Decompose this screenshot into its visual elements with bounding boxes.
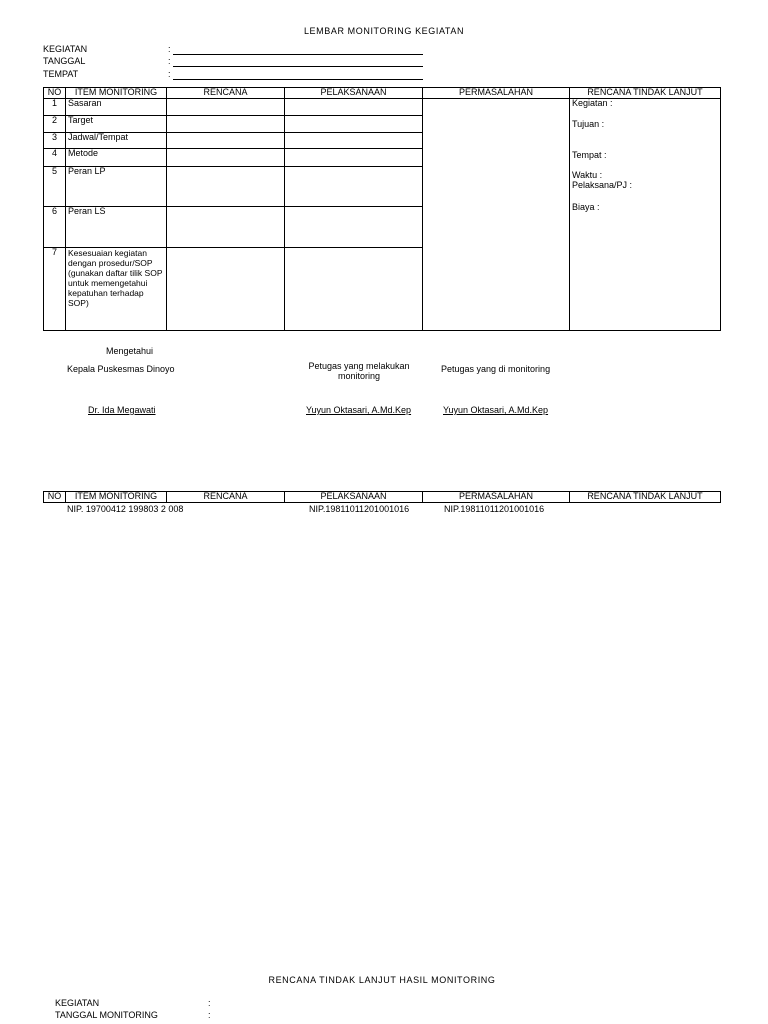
field-label-kegiatan: KEGIATAN — [43, 44, 88, 54]
rtl-field-colon: : — [208, 1010, 211, 1020]
row-item: Jadwal/Tempat — [66, 133, 167, 149]
table-row — [44, 99, 721, 116]
col-header-no: NO — [44, 492, 66, 503]
col-header-permasalahan: PERMASALAHAN — [423, 492, 570, 503]
cell-rencana[interactable] — [167, 116, 285, 133]
rtl-pelaksana: Pelaksana/PJ : — [572, 180, 633, 190]
field-line-kegiatan[interactable] — [173, 54, 423, 55]
monitoring-table — [43, 87, 721, 331]
col-header-item: ITEM MONITORING — [66, 492, 167, 503]
row-item: Kesesuaian kegiatan dengan prosedur/SOP (gunakan daftar tilik SOP untuk memengetahui kepatuhan terhadap SOP) — [66, 248, 167, 331]
row-no: 2 — [44, 116, 66, 133]
cell-pelaksanaan[interactable] — [285, 99, 423, 116]
rtl-waktu: Waktu : — [572, 170, 603, 180]
table-header-row — [44, 88, 721, 99]
field-label-tempat: TEMPAT — [43, 69, 79, 79]
col-header-permasalahan: PERMASALAHAN — [423, 88, 570, 99]
kepala-nip: NIP. 19700412 199803 2 008 — [67, 504, 184, 514]
col-header-pelaksanaan: PELAKSANAAN — [285, 88, 423, 99]
row-item: Peran LP — [66, 167, 167, 207]
rtl-biaya: Biaya : — [572, 202, 600, 212]
cell-rencana-tindak-lanjut[interactable] — [570, 99, 721, 331]
rtl-tempat: Tempat : — [572, 150, 607, 160]
document-title: LEMBAR MONITORING KEGIATAN — [303, 26, 465, 36]
col-header-rtl: RENCANA TINDAK LANJUT — [570, 492, 721, 503]
row-no: 6 — [44, 207, 66, 248]
col-header-rencana: RENCANA — [167, 492, 285, 503]
petugas-title: Petugas yang melakukan monitoring — [308, 361, 410, 381]
field-label-tanggal: TANGGAL — [43, 56, 86, 66]
cell-rencana[interactable] — [167, 207, 285, 248]
monitored-nip: NIP.19811011201001016 — [444, 504, 545, 514]
cell-pelaksanaan[interactable] — [285, 116, 423, 133]
field-line-tanggal[interactable] — [173, 66, 423, 67]
row-no: 7 — [44, 248, 66, 331]
row-item: Sasaran — [66, 99, 167, 116]
monitored-name: Yuyun Oktasari, A.Md.Kep — [443, 405, 549, 415]
cell-rencana[interactable] — [167, 99, 285, 116]
rtl-title: RENCANA TINDAK LANJUT HASIL MONITORING — [268, 975, 496, 985]
col-header-pelaksanaan: PELAKSANAAN — [285, 492, 423, 503]
row-no: 1 — [44, 99, 66, 116]
col-header-rencana: RENCANA — [167, 88, 285, 99]
cell-pelaksanaan[interactable] — [285, 149, 423, 167]
kepala-name: Dr. Ida Megawati — [88, 405, 156, 415]
cell-permasalahan[interactable] — [423, 99, 570, 331]
petugas-name: Yuyun Oktasari, A.Md.Kep — [306, 405, 412, 415]
field-line-tempat[interactable] — [173, 79, 423, 80]
kepala-title: Kepala Puskesmas Dinoyo — [67, 364, 175, 374]
col-header-rtl: RENCANA TINDAK LANJUT — [570, 88, 721, 99]
mengetahui-label: Mengetahui — [106, 346, 154, 356]
cell-pelaksanaan[interactable] — [285, 167, 423, 207]
cell-rencana[interactable] — [167, 248, 285, 331]
cell-pelaksanaan[interactable] — [285, 133, 423, 149]
cell-rencana[interactable] — [167, 149, 285, 167]
field-colon: : — [168, 69, 171, 79]
field-colon: : — [168, 56, 171, 66]
row-no: 5 — [44, 167, 66, 207]
table-header-row — [44, 492, 721, 503]
rtl-field-label-kegiatan: KEGIATAN — [55, 998, 100, 1008]
rtl-tujuan: Tujuan : — [572, 119, 605, 129]
row-item: Metode — [66, 149, 167, 167]
col-header-no: NO — [44, 88, 66, 99]
monitored-title: Petugas yang di monitoring — [441, 364, 551, 374]
cell-rencana[interactable] — [167, 133, 285, 149]
cell-pelaksanaan[interactable] — [285, 207, 423, 248]
cell-pelaksanaan[interactable] — [285, 248, 423, 331]
row-item: Target — [66, 116, 167, 133]
rtl-field-colon: : — [208, 998, 211, 1008]
col-header-item: ITEM MONITORING — [66, 88, 167, 99]
rtl-kegiatan: Kegiatan : — [572, 98, 613, 108]
row-item: Peran LS — [66, 207, 167, 248]
cell-rencana[interactable] — [167, 167, 285, 207]
field-colon: : — [168, 44, 171, 54]
second-table — [43, 491, 721, 503]
row-no: 4 — [44, 149, 66, 167]
rtl-field-label-tanggal: TANGGAL MONITORING — [55, 1010, 158, 1020]
petugas-nip: NIP.19811011201001016 — [309, 504, 410, 514]
row-no: 3 — [44, 133, 66, 149]
